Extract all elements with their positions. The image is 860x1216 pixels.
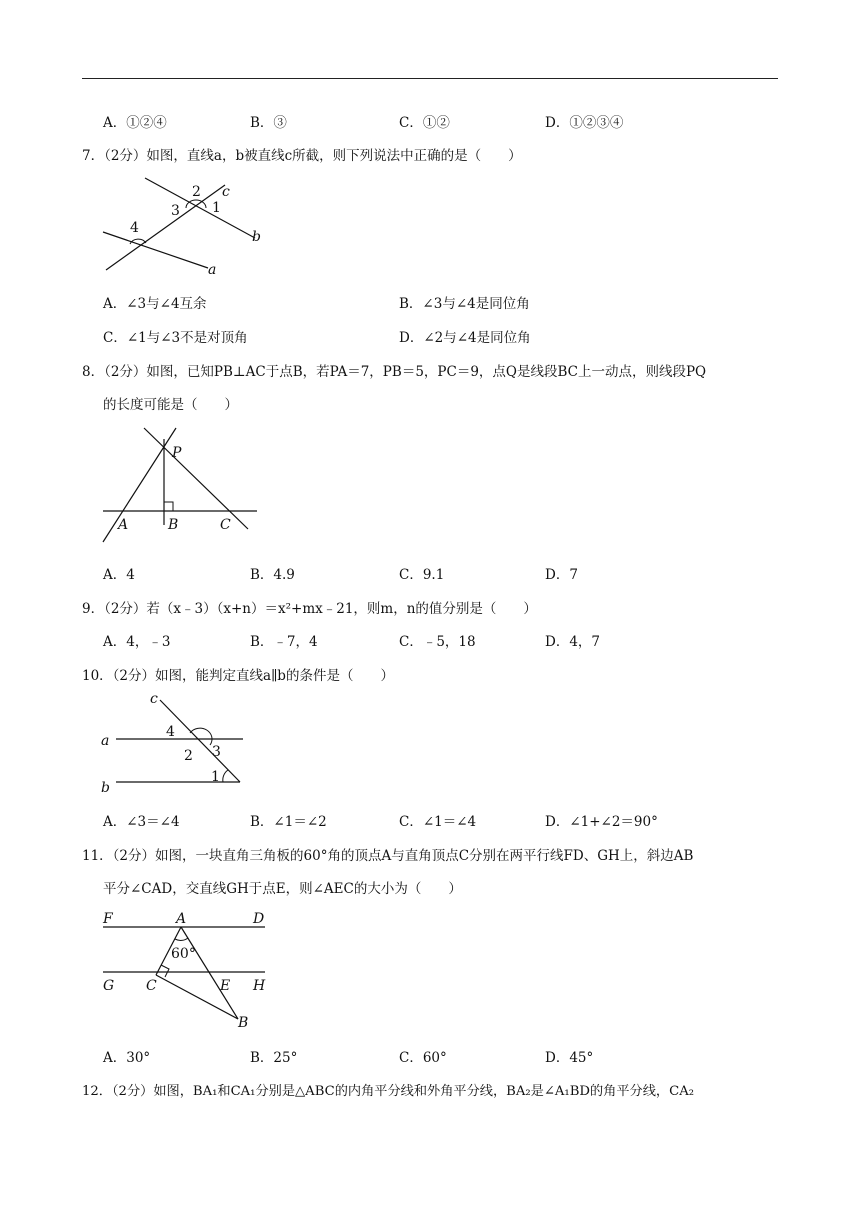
- q10-label-a: a: [101, 733, 110, 749]
- q11-option-c[interactable]: C．60°: [399, 1050, 447, 1066]
- q9-option-d[interactable]: D．4，7: [545, 634, 601, 650]
- q8-stem-line1: 8．（2分）如图，已知PB⊥AC于点B，若PA＝7，PB＝5，PC＝9，点Q是线段BC上一动点，则线段PQ: [82, 364, 707, 380]
- q6-option-a[interactable]: A．①②④: [103, 115, 167, 131]
- q7-label-2: 2: [192, 184, 201, 200]
- q11-label-e: E: [220, 978, 231, 994]
- q11-stem-line2: 平分∠CAD，交直线GH于点E，则∠AEC的大小为（ ）: [103, 881, 462, 897]
- q10-stem: 10．（2分）如图，能判定直线a∥b的条件是（ ）: [82, 668, 394, 684]
- q8-option-d[interactable]: D．7: [545, 567, 578, 583]
- q11-option-d[interactable]: D．45°: [545, 1050, 594, 1066]
- q11-figure: [100, 905, 272, 1033]
- q10-label-b: b: [101, 780, 110, 796]
- q10-label-3: 3: [212, 744, 221, 760]
- q11-label-b: B: [238, 1015, 249, 1031]
- q10-option-c[interactable]: C．∠1＝∠4: [399, 814, 477, 830]
- q11-label-c: C: [146, 978, 157, 994]
- q10-option-b[interactable]: B．∠1＝∠2: [250, 814, 327, 830]
- q11-label-angle: 60°: [171, 946, 196, 962]
- q11-label-f: F: [103, 911, 113, 927]
- q11-label-g: G: [103, 978, 115, 994]
- q9-option-b[interactable]: B．﹣7，4: [250, 634, 318, 650]
- q10-label-1: 1: [211, 769, 220, 785]
- q7-label-1: 1: [212, 200, 221, 216]
- q11-option-b[interactable]: B．25°: [250, 1050, 298, 1066]
- q11-label-a: A: [176, 911, 187, 927]
- q8-option-a[interactable]: A．4: [103, 567, 135, 583]
- q8-label-b: B: [168, 517, 179, 533]
- q8-figure: [100, 425, 265, 550]
- q7-option-d[interactable]: D．∠2与∠4是同位角: [399, 330, 531, 346]
- q11-option-a[interactable]: A．30°: [103, 1050, 151, 1066]
- q9-stem: 9．（2分）若（x﹣3）（x+n）＝x²+mx﹣21，则m，n的值分别是（ ）: [82, 601, 537, 617]
- q11-label-d: D: [253, 911, 265, 927]
- q7-option-c[interactable]: C．∠1与∠3不是对顶角: [103, 330, 248, 346]
- q7-label-3: 3: [171, 203, 180, 219]
- q6-option-c[interactable]: C．①②: [399, 115, 450, 131]
- q7-option-a[interactable]: A．∠3与∠4互余: [103, 296, 207, 312]
- header-rule: [82, 78, 778, 79]
- q6-option-d[interactable]: D．①②③④: [545, 115, 624, 131]
- q7-label-b: b: [252, 229, 261, 245]
- q9-option-a[interactable]: A．4，﹣3: [103, 634, 171, 650]
- q10-option-d[interactable]: D．∠1+∠2＝90°: [545, 814, 658, 830]
- q7-label-4: 4: [130, 220, 139, 236]
- q7-label-a: a: [208, 262, 217, 278]
- q8-stem-line2: 的长度可能是（ ）: [103, 397, 238, 413]
- q11-stem-line1: 11．（2分）如图，一块直角三角板的60°角的顶点A与直角顶点C分别在两平行线FD、GH上，斜边AB: [82, 848, 694, 864]
- q8-label-a: A: [118, 517, 129, 533]
- q8-option-c[interactable]: C．9.1: [399, 567, 445, 583]
- q8-label-p: P: [172, 445, 182, 461]
- q10-figure: [98, 690, 258, 798]
- q10-label-2: 2: [184, 748, 193, 764]
- q10-option-a[interactable]: A．∠3＝∠4: [103, 814, 180, 830]
- q12-stem: 12．（2分）如图，BA₁和CA₁分别是△ABC的内角平分线和外角平分线，BA₂是∠A₁BD的角平分线，CA₂: [82, 1084, 694, 1099]
- q10-label-c: c: [150, 691, 158, 707]
- q6-option-b[interactable]: B．③: [250, 115, 287, 131]
- q8-option-b[interactable]: B．4.9: [250, 567, 295, 583]
- q7-label-c: c: [222, 184, 230, 200]
- q8-label-c: C: [220, 517, 231, 533]
- q9-option-c[interactable]: C．﹣5，18: [399, 634, 476, 650]
- q7-figure: [100, 170, 270, 280]
- q7-stem: 7．（2分）如图，直线a，b被直线c所截，则下列说法中正确的是（ ）: [82, 148, 522, 164]
- q11-label-h: H: [253, 978, 266, 994]
- q7-option-b[interactable]: B．∠3与∠4是同位角: [399, 296, 530, 312]
- q10-label-4: 4: [166, 724, 175, 740]
